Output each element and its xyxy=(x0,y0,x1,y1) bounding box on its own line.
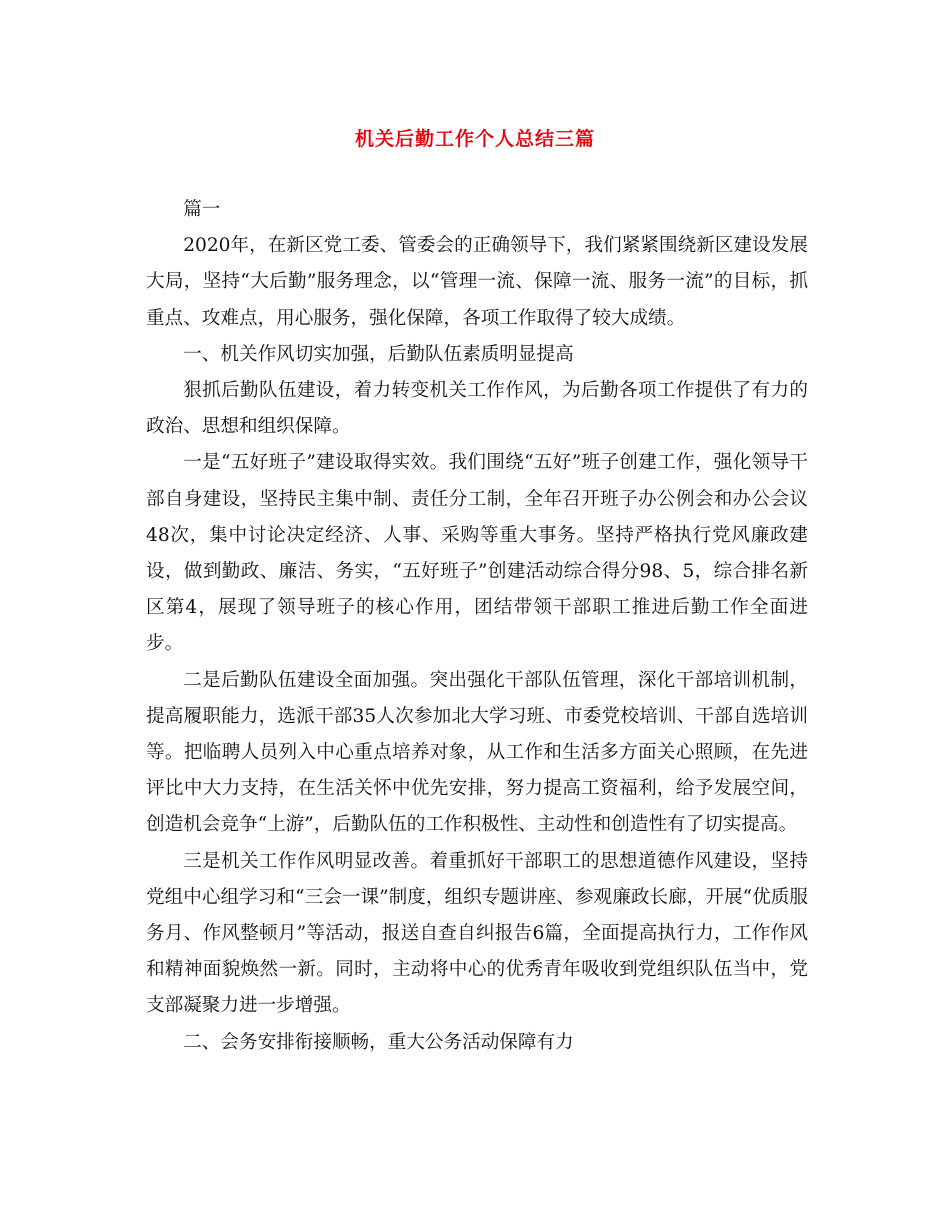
section-heading-2: 二、会务安排衔接顺畅，重大公务活动保障有力 xyxy=(183,1031,574,1053)
section-heading-part-one: 篇一 xyxy=(183,199,221,220)
body-paragraph: 一是“五好班子”建设取得实效。我们围绕“五好”班子创建工作，强化领导干部自身建设，坚持民主集中制、责任分工制，全年召开班子办公例会和办公会议48次，集中讨论决定经济、人事、采购等重大事务。坚持严格执行党风廉政建设，做到勤政、廉洁、务实，“五好班子”创建活动综合得分98、5，综合排名新区第4，展现了领导班子的核心作用，团结带领干部职工推进后勤工作全面进步。 xyxy=(146,452,808,655)
section-heading-1: 一、机关作风切实加强，后勤队伍素质明显提高 xyxy=(183,343,574,365)
intro-paragraph: 2020年，在新区党工委、管委会的正确领导下，我们紧紧围绕新区建设发展大局，坚持“大后勤”服务理念，以“管理一流、保障一流、服务一流”的目标，抓重点、攻难点，用心服务，强化保障，各项工作取得了较大成绩。 xyxy=(146,235,808,329)
body-paragraph: 三是机关工作作风明显改善。着重抓好干部职工的思想道德作风建设，坚持党组中心组学习和“三会一课”制度，组织专题讲座、参观廉政长廊，开展“优质服务月、作风整顿月”等活动，报送自查自纠报告6篇，全面提高执行力，工作作风和精神面貌焕然一新。同时，主动将中心的优秀青年吸收到党组织队伍当中，党支部凝聚力进一步增强。 xyxy=(146,850,808,1017)
document-body xyxy=(146,192,808,1061)
document-title: 机关后勤工作个人总结三篇 xyxy=(354,128,595,150)
body-paragraph: 二是后勤队伍建设全面加强。突出强化干部队伍管理，深化干部培训机制，提高履职能力，选派干部35人次参加北大学习班、市委党校培训、干部自选培训等。把临聘人员列入中心重点培养对象，从工作和生活多方面关心照顾，在先进评比中大力支持，在生活关怀中优先安排，努力提高工资福利，给予发展空间，创造机会竞争“上游”，后勤队伍的工作积极性、主动性和创造性有了切实提高。 xyxy=(146,669,808,836)
body-paragraph: 狠抓后勤队伍建设，着力转变机关工作作风，为后勤各项工作提供了有力的政治、思想和组织保障。 xyxy=(146,380,808,438)
